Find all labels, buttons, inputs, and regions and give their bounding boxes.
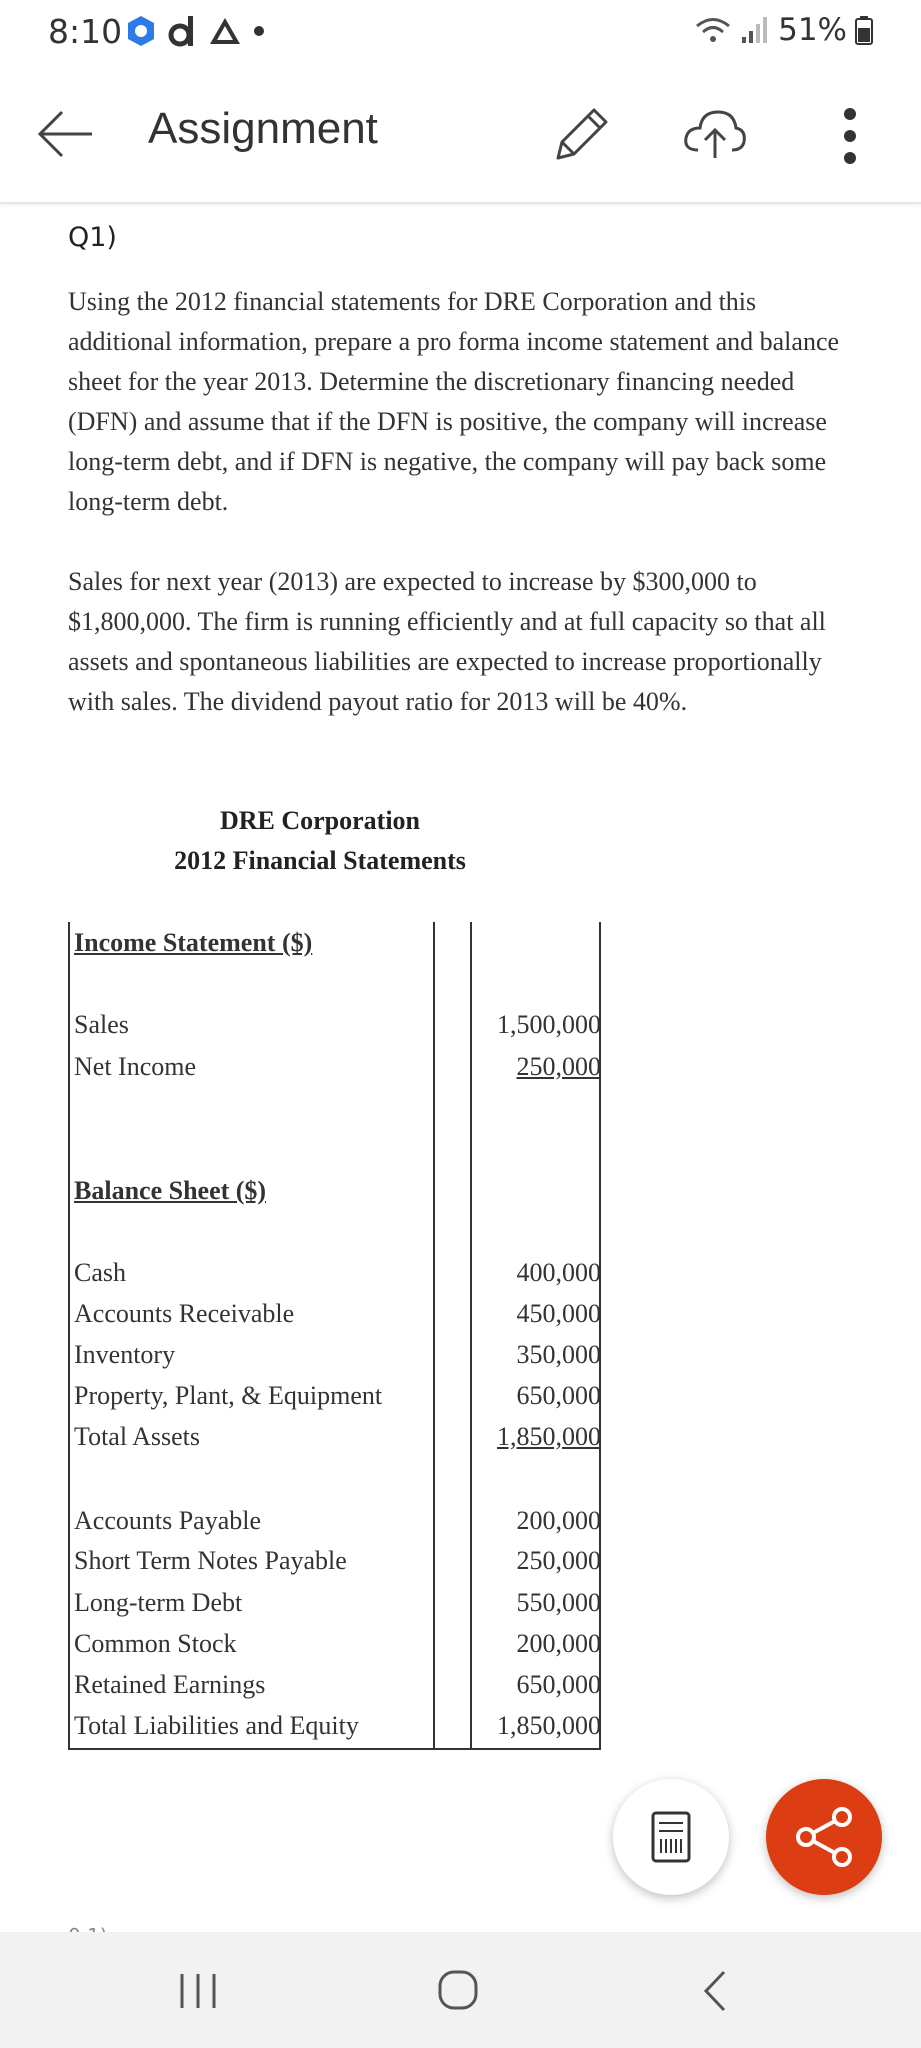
share-button[interactable] (766, 1779, 882, 1895)
table-row-label: Sales (74, 1010, 129, 1039)
document-icon (613, 1779, 729, 1895)
app-notification-icon (124, 14, 158, 48)
table-row-value: 400,000 (516, 1258, 601, 1287)
document-view-button[interactable] (613, 1779, 729, 1895)
status-bar (0, 0, 921, 66)
dot-icon (252, 24, 266, 38)
arrow-left-icon (36, 106, 96, 162)
table-row-label: Accounts Payable (74, 1506, 262, 1535)
share-icon (766, 1779, 882, 1895)
chevron-left-icon (686, 1966, 746, 2016)
question-number: Q1) (68, 222, 117, 253)
table-row-value: 650,000 (516, 1670, 601, 1699)
app-bar (0, 66, 921, 204)
pencil-icon (548, 102, 614, 168)
wifi-icon (694, 15, 732, 45)
table-row-label: Accounts Receivable (74, 1299, 295, 1328)
table-row-label: Short Term Notes Payable (74, 1546, 347, 1575)
table-row-label: Inventory (74, 1340, 176, 1369)
table-row-label: Total Liabilities and Equity (74, 1711, 359, 1740)
income-statement-heading: Income Statement ($) (74, 928, 313, 957)
table-row-value: 1,850,000 (497, 1422, 601, 1451)
table-row-value: 350,000 (516, 1340, 601, 1369)
d-app-icon (168, 14, 198, 48)
page-title: Assignment (148, 104, 378, 153)
table-row-value: 200,000 (516, 1506, 601, 1535)
table-row-label: Property, Plant, & Equipment (74, 1381, 383, 1410)
table-border-right (599, 922, 601, 1750)
table-row-label: Long-term Debt (74, 1588, 243, 1617)
more-vertical-icon (830, 106, 870, 166)
edit-button[interactable] (548, 102, 614, 168)
table-divider-1 (433, 922, 435, 1750)
balance-sheet-heading: Balance Sheet ($) (74, 1176, 267, 1205)
table-row-label: Total Assets (74, 1422, 201, 1451)
question-paragraph-1: Using the 2012 financial statements for DRE Corporation and this additional information, prepare a pro forma income statement and balance sheet for the year 2013. Determine the discretionary financing needed (DFN) and assume that if the DFN is positive, the company will increase long-term debt, and if DFN is negative, the company will pay back some long-term debt. (68, 287, 840, 516)
recent-apps-button[interactable] (168, 1966, 228, 2016)
system-nav-bar (0, 1932, 921, 2048)
question-paragraph-2: Sales for next year (2013) are expected to increase by $300,000 to $1,800,000. The firm is running efficiently and at full capacity so that all assets and spontaneous liabilities are expected to increase proportionally with sales. The dividend payout ratio for 2013 will be 40%. (68, 567, 826, 716)
status-time: 8:10 (48, 12, 123, 51)
table-row-value: 200,000 (516, 1629, 601, 1658)
table-divider-2 (470, 922, 472, 1750)
home-button[interactable] (428, 1966, 488, 2016)
table-row-value: 1,850,000 (497, 1711, 601, 1740)
table-row-value: 550,000 (516, 1588, 601, 1617)
table-row-label: Cash (74, 1258, 126, 1287)
recent-apps-icon (168, 1966, 228, 2016)
more-options-button[interactable] (830, 106, 870, 166)
upload-button[interactable] (680, 102, 750, 168)
table-row-label: Retained Earnings (74, 1670, 266, 1699)
table-border-left (68, 922, 70, 1750)
statement-subtitle: 2012 Financial Statements (174, 846, 466, 875)
table-row-value: 1,500,000 (497, 1010, 601, 1039)
table-row-label: Common Stock (74, 1629, 237, 1658)
table-row-value: 650,000 (516, 1381, 601, 1410)
table-row-label: Net Income (74, 1052, 197, 1081)
back-button[interactable] (36, 106, 96, 162)
table-row-value: 250,000 (516, 1052, 601, 1081)
drive-icon (208, 16, 242, 46)
cloud-upload-icon (680, 102, 750, 168)
table-border-bottom (68, 1748, 601, 1750)
battery-percent: 51% (778, 12, 847, 48)
status-notification-icons (124, 14, 266, 48)
system-back-button[interactable] (686, 1966, 746, 2016)
signal-icon (740, 15, 770, 45)
table-row-value: 450,000 (516, 1299, 601, 1328)
status-right-group (694, 12, 873, 48)
home-icon (428, 1966, 488, 2016)
financial-statements-table (68, 922, 601, 1750)
table-row-value: 250,000 (516, 1546, 601, 1575)
battery-icon (855, 15, 873, 45)
company-name: DRE Corporation (219, 806, 421, 835)
